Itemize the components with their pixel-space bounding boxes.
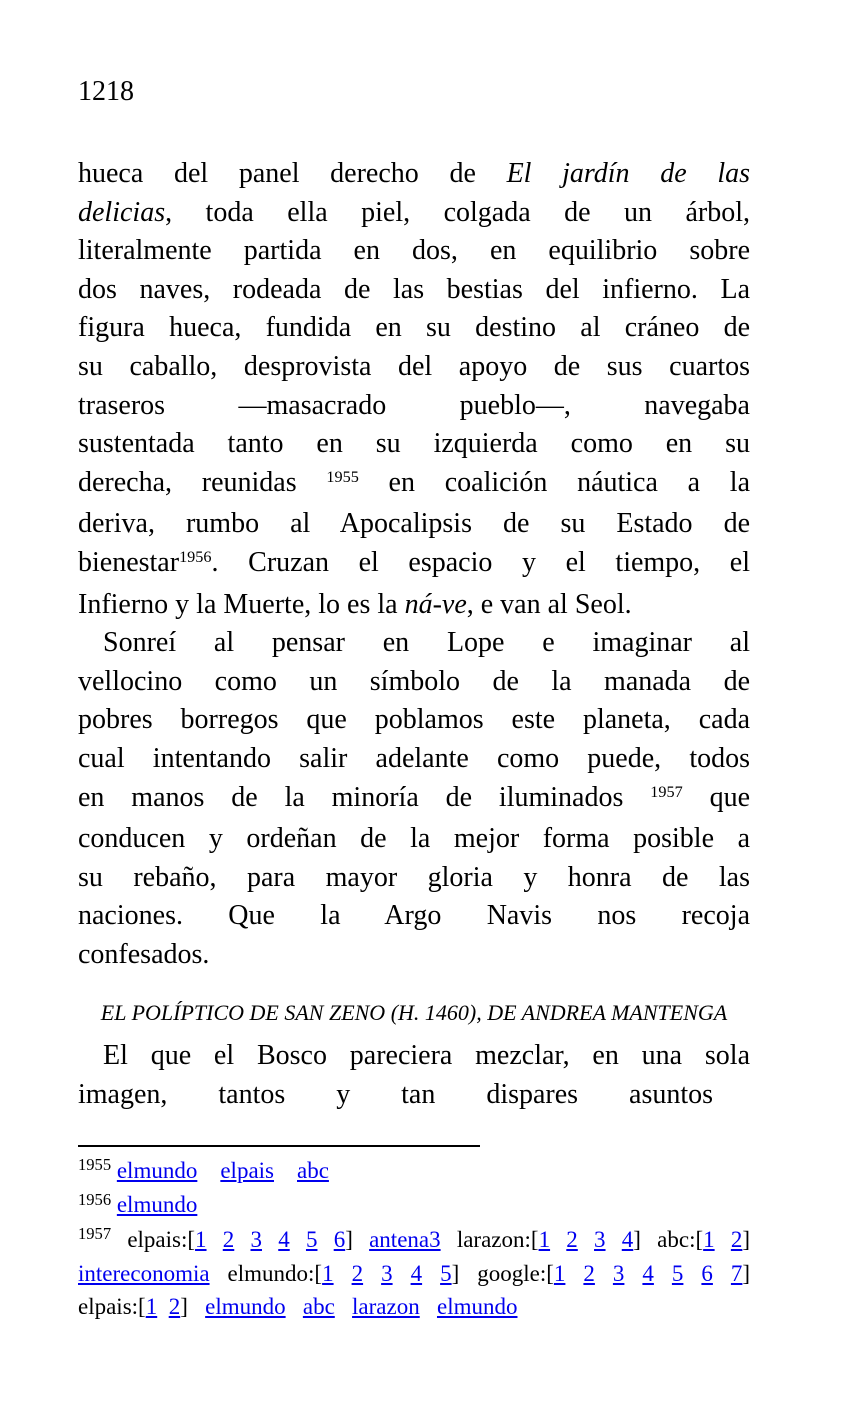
footnote-link[interactable]: 2 <box>566 1226 578 1252</box>
footnote-link[interactable]: 4 <box>410 1261 423 1287</box>
text-line <box>78 505 750 544</box>
footnote-link[interactable]: elmundo <box>205 1293 286 1319</box>
text-line <box>78 271 750 310</box>
footnote-separator <box>78 1145 480 1147</box>
footnote-link[interactable]: 1 <box>195 1226 207 1252</box>
text-line <box>78 820 750 859</box>
text-line <box>78 663 750 702</box>
text-run: en coalición náutica a la <box>358 466 751 498</box>
text-run: hueca del panel derecho de <box>78 158 507 189</box>
text-run: dos naves, rodeada de las bestias del infierno. La <box>78 273 750 305</box>
footnote-ref: 1956 <box>179 548 212 567</box>
text-run <box>683 1261 701 1286</box>
text-line <box>78 740 750 779</box>
text-line <box>78 544 750 586</box>
paragraph <box>78 1037 750 1114</box>
italic-text-run: ná-ve <box>404 588 467 620</box>
text-run: , toda ella piel, colgada de un árbol, <box>165 196 750 228</box>
text-run <box>606 1227 622 1252</box>
text-line <box>78 425 750 464</box>
text-run <box>197 1158 220 1183</box>
text-run: deriva, rumbo al Apocalipsis de su Estado de <box>78 508 750 540</box>
footnote-link[interactable]: 7 <box>730 1261 743 1287</box>
footnote-link[interactable]: 3 <box>612 1261 625 1287</box>
paragraph <box>78 155 750 624</box>
footnote-link[interactable]: antena3 <box>369 1226 441 1252</box>
text-run: ] <box>742 1261 751 1287</box>
footnote-link[interactable]: 1 <box>145 1293 158 1319</box>
footnote-link[interactable]: 5 <box>671 1261 684 1287</box>
text-run: vellocino como un símbolo de la manada de <box>78 665 750 697</box>
text-run: literalmente partida en dos, en equilibrio sobre <box>78 235 750 267</box>
text-run <box>393 1261 411 1286</box>
footnote-link[interactable]: 3 <box>250 1226 262 1252</box>
text-run <box>335 1294 352 1319</box>
text-run <box>422 1261 440 1286</box>
footnote-link[interactable]: 2 <box>730 1226 743 1252</box>
text-run <box>262 1227 278 1252</box>
text-run: ] abc:[ <box>633 1226 704 1252</box>
footnote-link[interactable]: 4 <box>621 1226 634 1252</box>
footnote-link[interactable]: elmundo <box>116 1157 198 1183</box>
footnote-link[interactable]: 3 <box>381 1261 393 1287</box>
footnote-link[interactable]: 2 <box>583 1261 595 1287</box>
text-run <box>578 1227 594 1252</box>
text-run: El que el Bosco pareciera mezclar, en una sola <box>103 1040 750 1072</box>
text-run <box>234 1227 250 1252</box>
text-run <box>624 1261 642 1286</box>
text-run: naciones. Que la Argo Navis nos recoja <box>78 900 750 932</box>
text-line <box>78 859 750 898</box>
text-run <box>286 1294 303 1319</box>
page-content <box>78 155 750 1323</box>
text-run <box>317 1227 333 1252</box>
text-run: figura hueca, fundida en su destino al cráneo de <box>78 312 750 344</box>
text-run: ] <box>180 1293 206 1319</box>
text-run <box>715 1227 731 1252</box>
text-run: larazon:[ <box>440 1226 539 1252</box>
text-run: su rebaño, para mayor gloria y honra de las <box>78 861 750 893</box>
text-line <box>78 232 750 271</box>
text-run: elpais:[ <box>78 1293 146 1319</box>
text-run <box>207 1227 223 1252</box>
text-run: ] <box>345 1226 370 1252</box>
text-run: ] google:[ <box>451 1261 554 1287</box>
section-heading: EL POLÍPTICO DE SAN ZENO (H. 1460), DE ANDREA MANTENGA <box>100 1000 728 1026</box>
text-run <box>290 1227 306 1252</box>
text-run <box>363 1261 381 1286</box>
text-line <box>78 1258 750 1291</box>
footnote-link[interactable]: 6 <box>333 1226 346 1252</box>
text-run: Sonreí al pensar en Lope e imaginar al <box>103 627 750 659</box>
italic-text-run: El jardín de las <box>506 158 750 189</box>
paragraph <box>78 624 750 974</box>
footnote-link[interactable]: abc <box>297 1157 329 1183</box>
text-run: elmundo:[ <box>209 1261 323 1287</box>
footnote-ref: 1957 <box>650 782 683 801</box>
text-run <box>274 1158 297 1183</box>
footnote-ref: 1955 <box>326 467 359 486</box>
footnote-link[interactable]: elmundo <box>436 1293 518 1319</box>
text-run <box>654 1261 672 1286</box>
footnote-link[interactable]: 5 <box>440 1261 452 1287</box>
text-run: derecha, reunidas <box>78 466 327 498</box>
footnote-link[interactable]: elpais <box>220 1157 274 1183</box>
footnote-link[interactable]: elmundo <box>116 1192 198 1218</box>
text-run: sustentada tanto en su izquierda como en su <box>78 428 750 460</box>
text-line <box>78 897 750 936</box>
text-run: traseros —masacrado pueblo—, navegaba <box>78 389 750 421</box>
text-line <box>78 1291 750 1324</box>
text-run: pobres borregos que poblamos este planeta, cada <box>78 704 750 736</box>
text-line <box>78 701 750 740</box>
footnote-link[interactable]: 2 <box>168 1293 181 1319</box>
footnote-link[interactable]: abc <box>302 1293 335 1319</box>
text-line <box>78 779 750 821</box>
text-line <box>78 155 750 194</box>
text-line <box>78 194 750 233</box>
text-run: elpais:[ <box>127 1226 196 1252</box>
text-line <box>78 1076 713 1115</box>
text-run <box>334 1261 352 1286</box>
footnote-link[interactable]: 1 <box>322 1261 334 1287</box>
footnote-link[interactable]: 6 <box>701 1261 713 1287</box>
footnote-link[interactable]: 4 <box>642 1261 654 1287</box>
text-run <box>565 1261 583 1286</box>
footnote-link[interactable]: 5 <box>305 1226 318 1252</box>
page-number: 1218 <box>78 76 134 107</box>
text-run: imagen, tantos y tan dispares asuntos <box>78 1079 714 1111</box>
text-run: bienestar <box>78 546 180 578</box>
text-line <box>78 1224 750 1259</box>
text-run: en manos de la minoría de iluminados <box>78 781 651 813</box>
footnote-item <box>78 1155 750 1190</box>
text-line <box>78 936 750 975</box>
text-run: , e van al Seol. <box>466 588 632 620</box>
footnote-link[interactable]: 2 <box>351 1261 364 1287</box>
text-line <box>78 624 750 663</box>
text-run: cual intentando salir adelante como puede, todos <box>78 742 750 774</box>
footnote-marker: 1955 <box>78 1155 112 1175</box>
text-line <box>78 1037 750 1076</box>
text-run: confesados. <box>78 938 210 970</box>
text-run: . Cruzan el espacio y el tiempo, el <box>211 546 750 578</box>
footnote-link[interactable]: 2 <box>222 1226 235 1252</box>
text-run: Infierno y la Muerte, lo es la <box>78 588 405 620</box>
italic-text-run: delicias <box>78 196 166 228</box>
footnote-item <box>78 1224 750 1324</box>
footnote-link[interactable]: 4 <box>278 1226 290 1252</box>
text-run <box>550 1227 566 1252</box>
footnote-link[interactable]: larazon <box>352 1293 420 1319</box>
footnote-marker: 1956 <box>78 1189 112 1209</box>
footnote-item <box>78 1189 750 1224</box>
text-run <box>595 1261 613 1286</box>
text-run: ] <box>742 1226 751 1252</box>
footnote-link[interactable]: 1 <box>538 1226 551 1252</box>
footnote-link[interactable]: 1 <box>553 1261 566 1287</box>
footnote-link[interactable]: 1 <box>703 1226 715 1252</box>
footnote-link[interactable]: intereconomia <box>78 1261 210 1287</box>
text-line <box>78 387 750 426</box>
text-line <box>78 464 750 506</box>
text-line <box>78 309 750 348</box>
text-run <box>713 1261 731 1286</box>
text-run: conducen y ordeñan de la mejor forma posible a <box>78 823 750 855</box>
footnote-marker: 1957 <box>78 1224 112 1244</box>
text-run <box>420 1294 437 1319</box>
footnotes-section <box>78 1155 750 1324</box>
text-line <box>78 1155 750 1190</box>
text-run <box>157 1294 169 1319</box>
text-run: su caballo, desprovista del apoyo de sus cuartos <box>78 350 750 382</box>
footnote-link[interactable]: 3 <box>594 1226 606 1252</box>
body-text <box>78 155 750 1115</box>
text-line <box>78 586 750 625</box>
text-line <box>78 348 750 387</box>
text-line <box>78 1189 750 1224</box>
text-run: que <box>682 781 751 813</box>
